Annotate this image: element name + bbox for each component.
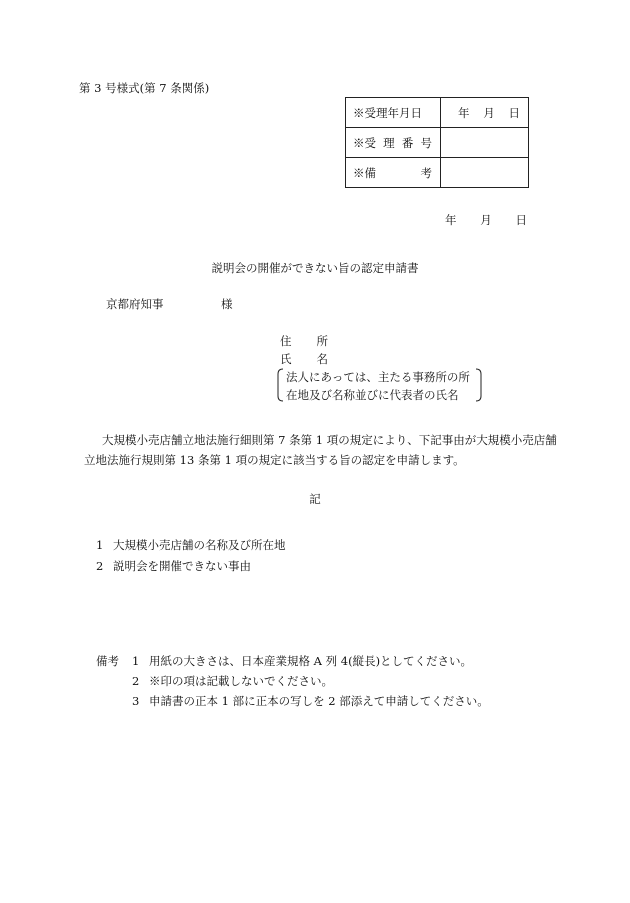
- reception-number-value: [441, 128, 529, 158]
- corporate-note-line2: 在地及び名称並びに代表者の氏名: [286, 388, 459, 402]
- item-text: 説明会を開催できない事由: [113, 559, 251, 573]
- body-paragraph: [84, 430, 564, 470]
- document-title: 説明会の開催ができない旨の認定申請書: [211, 261, 419, 275]
- reception-remarks-row: [346, 158, 529, 188]
- reception-remarks-label-part: ※備: [353, 165, 376, 180]
- remark-number: 3: [132, 694, 140, 708]
- remarks-section: [96, 651, 489, 711]
- corporate-note: [277, 368, 482, 402]
- remark-text: 申請書の正本 1 部に正本の写しを 2 部添えて申請してください。: [149, 694, 489, 708]
- reception-table: [345, 97, 529, 188]
- reception-remarks-label-part: 考: [420, 165, 432, 180]
- submission-month: 月: [480, 213, 492, 227]
- item-number: 2: [96, 559, 104, 573]
- list-item: [96, 559, 251, 573]
- remark-row: [96, 671, 489, 691]
- reception-date-value: [441, 98, 529, 128]
- name-label-part: 名: [316, 352, 328, 366]
- address-label: [280, 334, 328, 348]
- list-item: [96, 538, 286, 552]
- remark-text: ※印の項は記載しないでください。: [149, 674, 333, 688]
- address-label-part: 住: [280, 334, 292, 348]
- remark-row: [96, 651, 489, 671]
- reception-month: 月: [483, 105, 495, 120]
- remark-number: 1: [132, 654, 140, 668]
- reception-number-label-part: 理: [383, 135, 395, 150]
- reception-number-label-part: 番: [401, 135, 414, 150]
- form-number: 第 3 号様式(第 7 条関係): [79, 81, 210, 95]
- corporate-note-line1: 法人にあっては、主たる事務所の所: [286, 370, 470, 384]
- reception-date-label: ※受理年月日: [346, 98, 441, 128]
- reception-remarks-value: [441, 158, 529, 188]
- ki-heading: 記: [309, 492, 321, 506]
- name-label-part: 氏: [280, 352, 292, 366]
- reception-number-label-part: 号: [420, 135, 432, 150]
- body-text: 大規模小売店舗立地法施行細則第 7 条第 1 項の規定により、下記事由が大規模小売店舗立地法施行規則第 13 条第 1 項の規定に該当する旨の認定を申請します。: [84, 433, 557, 467]
- remark-number: 2: [132, 674, 140, 688]
- remark-text: 用紙の大きさは、日本産業規格 A 列 4(縦長)としてください。: [149, 654, 473, 668]
- name-label: [280, 352, 328, 366]
- addressee-honorific: 様: [221, 297, 233, 311]
- item-text: 大規模小売店舗の名称及び所在地: [113, 538, 286, 552]
- item-number: 1: [96, 538, 104, 552]
- reception-number-label: [346, 128, 441, 158]
- remark-row: [96, 691, 489, 711]
- reception-day: 日: [508, 105, 520, 120]
- submission-day: 日: [515, 213, 527, 227]
- remarks-heading: 備考: [96, 654, 119, 668]
- reception-year: 年: [458, 105, 470, 120]
- reception-remarks-label: [346, 158, 441, 188]
- address-label-part: 所: [316, 334, 328, 348]
- reception-number-label-part: ※受: [353, 135, 376, 150]
- submission-year: 年: [445, 213, 457, 227]
- addressee: 京都府知事: [106, 297, 164, 311]
- submission-date: [445, 213, 527, 227]
- reception-number-row: [346, 128, 529, 158]
- reception-date-row: [346, 98, 529, 128]
